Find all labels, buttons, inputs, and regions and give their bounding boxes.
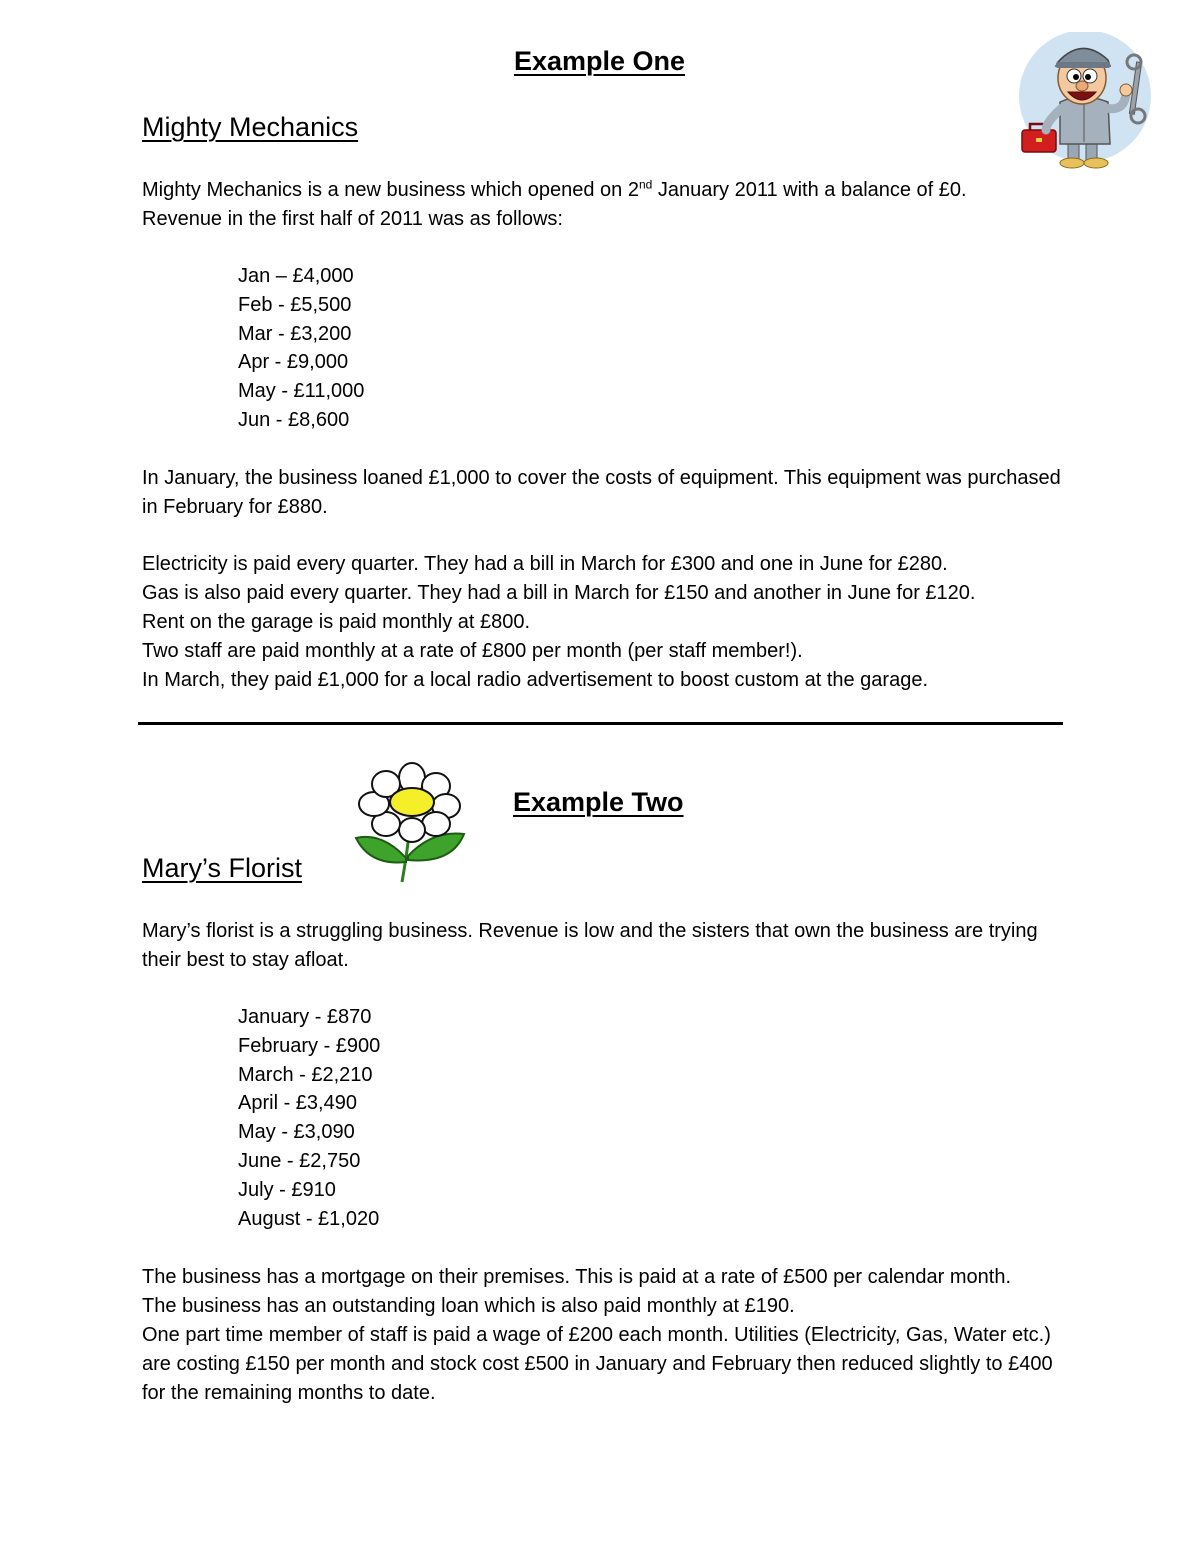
- list-item: April - £3,490: [238, 1092, 357, 1115]
- mechanic-clipart-icon: [1016, 32, 1154, 170]
- list-item: Jan – £4,000: [238, 265, 354, 287]
- example-two-business-name: Mary’s Florist: [142, 853, 303, 883]
- example-two-details: [142, 1263, 1062, 1408]
- example-two-revenue-list: [238, 1003, 380, 1233]
- detail-paragraph: The business has a mortgage on their premises. This is paid at a rate of £500 per calendar month.: [142, 1266, 1012, 1288]
- intro-superscript: nd: [638, 177, 653, 192]
- list-item: June - £2,750: [238, 1149, 361, 1172]
- expense-line: Two staff are paid monthly at a rate of £800 per month (per staff member!).: [142, 640, 803, 662]
- expense-line: Rent on the garage is paid monthly at £800.: [142, 611, 531, 633]
- expense-line: Electricity is paid every quarter. They had a bill in March for £300 and one in June for £280.: [142, 553, 948, 575]
- list-item: August - £1,020: [238, 1207, 380, 1230]
- list-item: July - £910: [238, 1178, 336, 1201]
- expense-line: In March, they paid £1,000 for a local radio advertisement to boost custom at the garage.: [142, 669, 929, 691]
- intro-text-part2: January 2011 with a balance of £0.: [652, 179, 967, 201]
- list-item: February - £900: [238, 1034, 381, 1057]
- detail-paragraph: The business has an outstanding loan which is also paid monthly at £190.: [142, 1295, 795, 1317]
- list-item: January - £870: [238, 1006, 372, 1028]
- list-item: May - £11,000: [238, 380, 365, 403]
- expense-line: Gas is also paid every quarter. They had a bill in March for £150 and another in June for £120.: [142, 582, 976, 604]
- intro-line2: Revenue in the first half of 2011 was as follows:: [142, 208, 563, 230]
- list-item: Jun - £8,600: [238, 408, 350, 431]
- example-one-intro: [142, 176, 1062, 234]
- example-one-business-name: Mighty Mechanics: [142, 112, 359, 142]
- detail-paragraph: One part time member of staff is paid a wage of £200 each month. Utilities (Electricity, Gas, Water etc.) are costing £150 per month and stock cost £500 in January and February then reduced slightly to £400 for the remaining months to date.: [142, 1324, 1053, 1404]
- example-one-revenue-list: [238, 262, 364, 435]
- example-two-title: Example Two: [513, 787, 684, 817]
- list-item: Mar - £3,200: [238, 322, 352, 345]
- example-two-intro: Mary’s florist is a struggling business. Revenue is low and the sisters that own the business are trying their best to stay afloat.: [142, 920, 1038, 971]
- intro-text-part1: Mighty Mechanics is a new business which opened on 2: [142, 179, 639, 201]
- example-one-expenses: [142, 550, 1082, 695]
- list-item: March - £2,210: [238, 1063, 373, 1086]
- list-item: May - £3,090: [238, 1121, 355, 1144]
- section-divider: [138, 722, 1063, 725]
- list-item: Apr - £9,000: [238, 351, 349, 374]
- example-one-loan-paragraph: In January, the business loaned £1,000 to cover the costs of equipment. This equipment was purchased in February for £880.: [142, 467, 1061, 518]
- example-one-title: Example One: [514, 46, 686, 76]
- list-item: Feb - £5,500: [238, 293, 352, 316]
- daisy-flower-icon: [352, 762, 472, 884]
